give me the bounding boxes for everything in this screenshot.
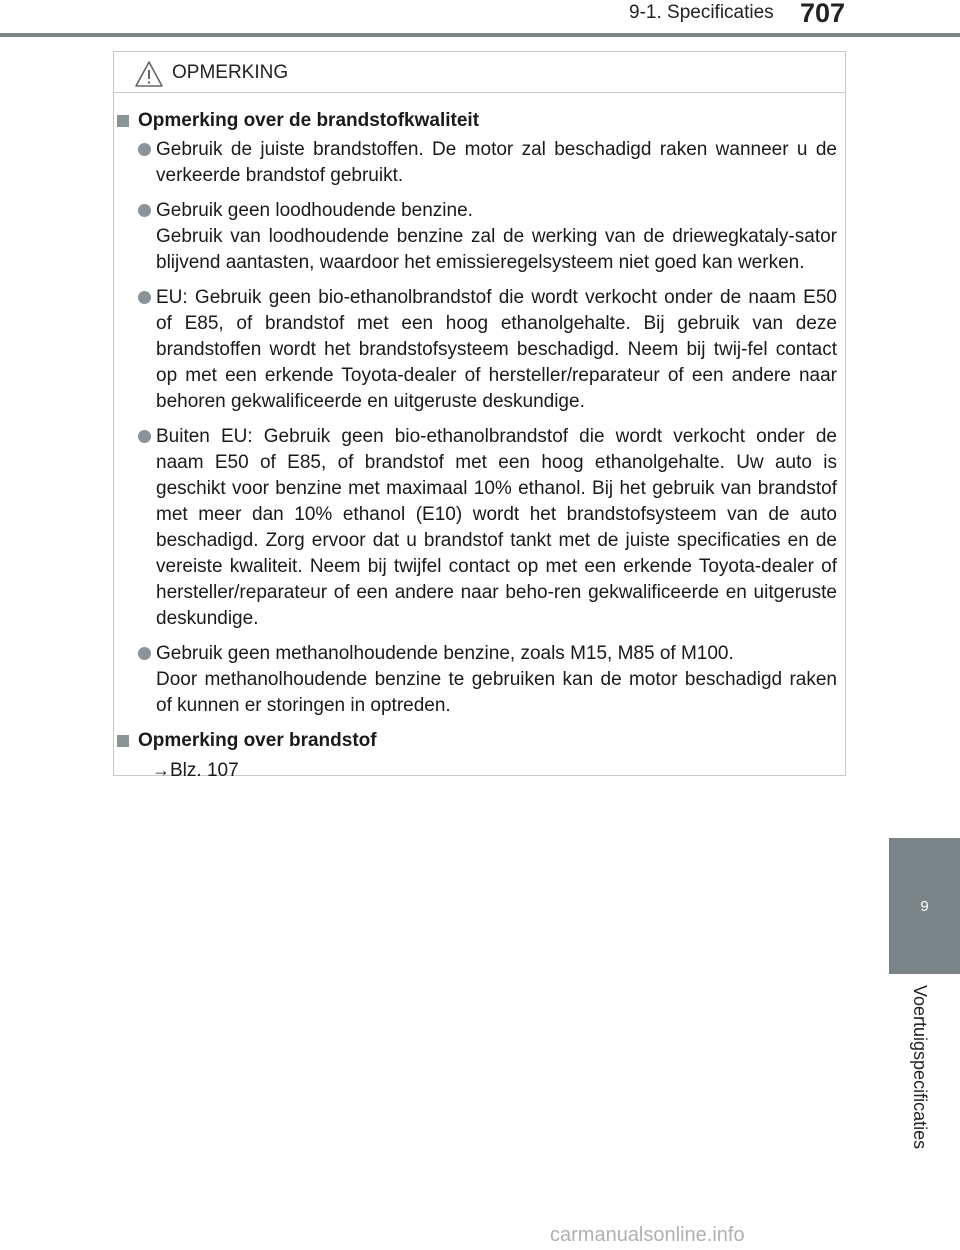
section-title: 9-1. Specificaties	[629, 2, 774, 23]
page-reference[interactable]	[152, 757, 845, 784]
list-item	[156, 137, 837, 189]
list-item-text: Gebruik geen methanolhoudende benzine, zoals M15, M85 of M100.	[156, 643, 734, 664]
chapter-number: 9	[920, 897, 929, 915]
list-item-text: Buiten EU: Gebruik geen bio-ethanolbrandstof die wordt verkocht onder de naam E50 of E85, of brandstof met een hoog ethanolgehalte. Uw auto is geschikt voor benzine met maximaal 10% ethanol. Bij het gebruik van brandstof met meer dan 10% ethanol (E10) wordt het brandstofsysteem van de auto beschadigd. Zorg ervoor dat u brandstof tankt met de juiste specificaties en de vereiste kwaliteit. Neem bij twijfel contact op met een erkende Toyota-dealer of hersteller/reparateur of een andere naar beho-ren gekwalificeerde en uitgeruste deskundige.	[156, 426, 837, 629]
watermark: carmanualsonline.info	[550, 1224, 745, 1246]
note-title: OPMERKING	[172, 62, 289, 83]
note-header	[114, 52, 845, 93]
list-item	[156, 641, 837, 719]
list-item-text: Gebruik de juiste brandstoffen. De motor zal beschadigd raken wanneer u de verkeerde brandstof gebruikt.	[156, 139, 837, 186]
section-heading-text: Opmerking over brandstof	[138, 730, 377, 751]
list-item-text: Door methanolhoudende benzine te gebruiken kan de motor beschadigd raken of kunnen er storingen in optreden.	[156, 669, 837, 716]
round-bullet-icon	[138, 430, 151, 443]
round-bullet-icon	[138, 647, 151, 660]
page-reference-text: Blz. 107	[170, 760, 239, 781]
list-item	[156, 198, 837, 276]
note-box	[113, 51, 846, 781]
header-divider	[0, 33, 960, 37]
square-bullet-icon	[117, 735, 129, 747]
arrow-right-icon: →	[152, 760, 170, 780]
square-bullet-icon	[117, 115, 129, 127]
list-item	[156, 424, 837, 632]
round-bullet-icon	[138, 291, 151, 304]
list-item	[156, 285, 837, 415]
page-number: 707	[800, 0, 846, 28]
chapter-tab	[889, 838, 960, 974]
section-heading	[114, 108, 845, 134]
note-body	[114, 108, 845, 784]
warning-triangle-icon	[134, 60, 164, 88]
section-heading-text: Opmerking over de brandstofkwaliteit	[138, 110, 480, 131]
list-item-text: EU: Gebruik geen bio-ethanolbrandstof die wordt verkocht onder de naam E50 of E85, of brandstof met een hoog ethanolgehalte. Bij gebruik van deze brandstoffen wordt het brandstofsysteem beschadigd. Neem bij twij-fel contact op met een erkende Toyota-dealer of hersteller/reparateur of een andere naar behoren gekwalificeerde en uitgeruste deskundige.	[156, 287, 837, 412]
list-item-text: Gebruik geen loodhoudende benzine.	[156, 200, 473, 221]
list-item-text: Gebruik van loodhoudende benzine zal de werking van de driewegkataly-sator blijvend aantasten, waardoor het emissieregelsysteem niet goed kan werken.	[156, 226, 837, 273]
section-heading	[114, 728, 845, 754]
round-bullet-icon	[138, 204, 151, 217]
chapter-label: Voertuigspecificaties	[910, 985, 930, 1150]
round-bullet-icon	[138, 143, 151, 156]
